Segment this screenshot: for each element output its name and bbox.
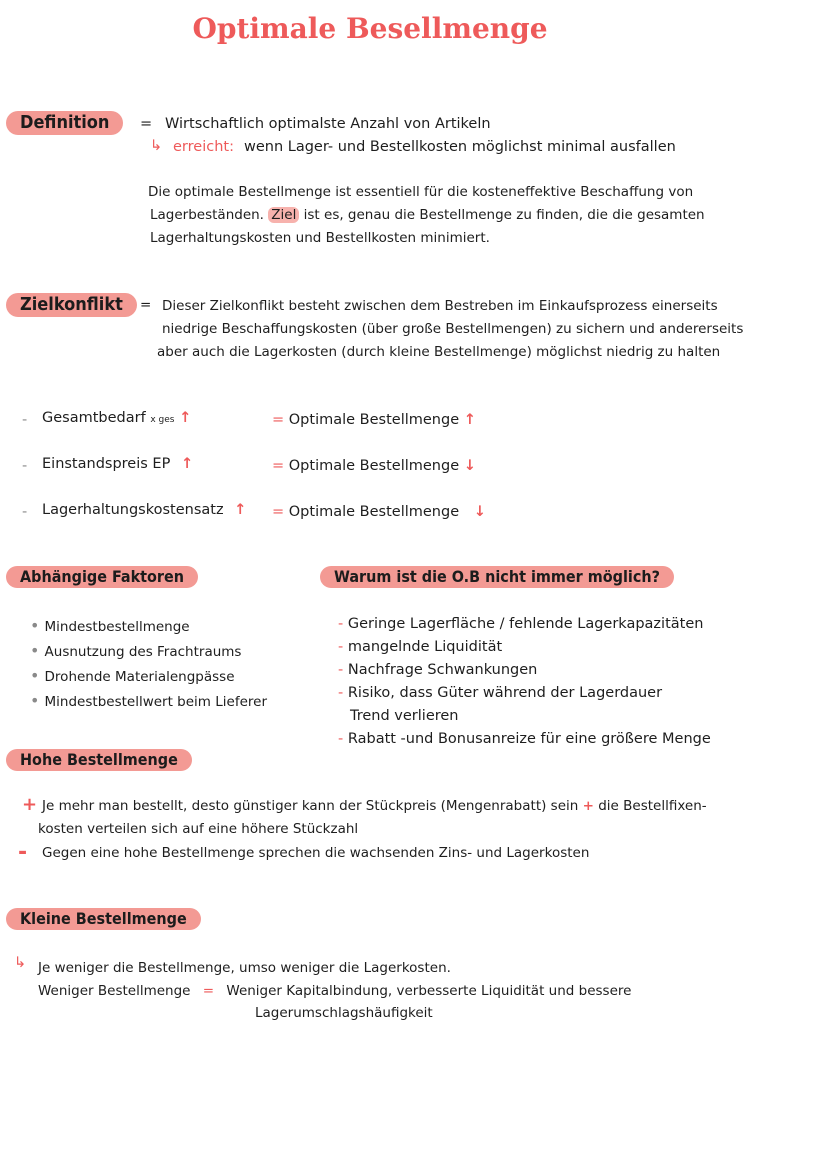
- dash: -: [22, 504, 28, 520]
- paragraph-text: ist es, genau die Bestellmenge zu finden, die die gesamten: [303, 207, 705, 223]
- up-arrow-icon: ↑: [179, 410, 192, 426]
- kleine-eq: =: [202, 983, 215, 999]
- list-item: • Ausnutzung des Frachtraums: [30, 641, 242, 660]
- kleine-line-1: Je weniger die Bestellmenge, umso weniger die Lagerkosten.: [38, 960, 451, 976]
- plus-text: Je mehr man bestellt, desto günstiger kann der Stückpreis (Mengenrabatt) sein: [42, 798, 579, 814]
- plus-icon: +: [582, 798, 594, 814]
- minus-icon: -: [18, 840, 28, 865]
- relation-1-right: [272, 412, 476, 428]
- definition-heading: [6, 111, 123, 135]
- reached-arrow-icon: ↳: [150, 138, 163, 154]
- list-item: • Mindestbestellmenge: [30, 616, 190, 635]
- relation-3-left: [42, 502, 246, 518]
- zielkonflikt-line-2: niedrige Beschaffungskosten (über große Bestellmengen) zu sichern und andererseits: [162, 321, 744, 337]
- relation-left-text: Lagerhaltungskostensatz: [42, 502, 224, 518]
- warum-label: Warum ist die O.B nicht immer möglich?: [320, 566, 674, 588]
- kleine-label: Kleine Bestellmenge: [6, 908, 201, 930]
- list-item: - Nachfrage Schwankungen: [338, 662, 538, 678]
- hohe-label: Hohe Bestellmenge: [6, 749, 192, 771]
- relation-3: [22, 504, 27, 520]
- plus-text: die Bestellfixen-: [598, 798, 707, 814]
- zielkonflikt-line-3: aber auch die Lagerkosten (durch kleine Bestellmenge) möglichst niedrig zu halten: [157, 344, 721, 360]
- kleine-line-2-right: Weniger Kapitalbindung, verbesserte Liquidität und bessere: [226, 983, 632, 999]
- definition-paragraph-line-2: [150, 207, 705, 223]
- relation-left-text: Gesamtbedarf: [42, 410, 146, 426]
- list-item: - Risiko, dass Güter während der Lagerdauer: [338, 685, 663, 701]
- list-item-continuation: Trend verlieren: [350, 708, 459, 724]
- zielkonflikt-line-1: Dieser Zielkonflikt besteht zwischen dem Bestreben im Einkaufsprozess einerseits: [162, 298, 718, 314]
- definition-paragraph-line-1: Die optimale Bestellmenge ist essentiell für die kosteneffektive Beschaffung von: [148, 184, 694, 200]
- kleine-line-2: [38, 983, 631, 999]
- definition-paragraph-line-3: Lagerhaltungskosten und Bestellkosten minimiert.: [150, 230, 490, 246]
- list-item-text: Rabatt -und Bonusanreize für eine größere Menge: [347, 731, 711, 747]
- hohe-minus-line: Gegen eine hohe Bestellmenge sprechen die wachsenden Zins- und Lagerkosten: [42, 845, 590, 861]
- list-item: - Geringe Lagerfläche / fehlende Lagerkapazitäten: [338, 616, 704, 632]
- relation-right-text: Optimale Bestellmenge: [288, 412, 460, 428]
- hohe-heading: [6, 749, 192, 771]
- kleine-line-2-left: Weniger Bestellmenge: [38, 983, 191, 999]
- abhaengige-label: Abhängige Faktoren: [6, 566, 198, 588]
- up-arrow-icon: ↑: [234, 502, 247, 518]
- list-item-text: Mindestbestellwert beim Lieferer: [44, 694, 267, 710]
- dash: -: [22, 412, 28, 428]
- relation-1: [22, 412, 27, 428]
- relation-2-left: [42, 456, 193, 472]
- down-arrow-icon: ↓: [463, 458, 476, 474]
- relation-eq: =: [272, 458, 285, 474]
- zielkonflikt-eq: =: [140, 297, 152, 313]
- relation-subscript: x ges: [150, 415, 175, 425]
- list-item-text: Nachfrage Schwankungen: [347, 662, 538, 678]
- list-item: • Mindestbestellwert beim Lieferer: [30, 691, 267, 710]
- list-item-text: Geringe Lagerfläche / fehlende Lagerkapazitäten: [347, 616, 704, 632]
- zielkonflikt-heading: [6, 293, 137, 317]
- list-item-text: Risiko, dass Güter während der Lagerdauer: [347, 685, 663, 701]
- list-item: • Drohende Materialengpässe: [30, 666, 235, 685]
- definition-eq: =: [140, 116, 153, 132]
- reached-label: erreicht:: [173, 139, 234, 155]
- plus-icon: +: [22, 794, 38, 815]
- list-item: - Rabatt -und Bonusanreize für eine größere Menge: [338, 731, 711, 747]
- relation-2: [22, 458, 27, 474]
- reached-text: wenn Lager- und Bestellkosten möglichst minimal ausfallen: [244, 139, 676, 155]
- list-item-text: mangelnde Liquidität: [347, 639, 503, 655]
- warum-list: [338, 613, 711, 751]
- list-item-text: Mindestbestellmenge: [44, 619, 190, 635]
- list-item: - mangelnde Liquidität: [338, 639, 503, 655]
- dash: -: [22, 458, 28, 474]
- paragraph-text: Lagerbeständen.: [150, 207, 264, 223]
- warum-heading: [320, 566, 674, 588]
- hohe-plus-line-2: kosten verteilen sich auf eine höhere Stückzahl: [38, 821, 359, 837]
- abhaengige-heading: [6, 566, 198, 588]
- ziel-highlight: Ziel: [268, 207, 299, 223]
- up-arrow-icon: ↑: [180, 456, 194, 472]
- definition-text: Wirtschaftlich optimalste Anzahl von Artikeln: [165, 116, 491, 132]
- page-title: Optimale Besellmenge: [192, 12, 548, 45]
- kleine-arrow-icon: ↳: [14, 955, 27, 971]
- hohe-plus-line-1: [42, 798, 707, 814]
- relation-eq: =: [272, 504, 285, 520]
- abhaengige-list: [30, 614, 267, 714]
- up-arrow-icon: ↑: [463, 412, 476, 428]
- list-item-text: Drohende Materialengpässe: [44, 669, 235, 685]
- definition-label: Definition: [6, 111, 123, 135]
- relation-2-right: [272, 458, 476, 474]
- kleine-line-3: Lagerumschlagshäufigkeit: [255, 1005, 433, 1021]
- zielkonflikt-label: Zielkonflikt: [6, 293, 137, 317]
- kleine-heading: [6, 908, 201, 930]
- relation-right-text: Optimale Bestellmenge: [288, 504, 460, 520]
- down-arrow-icon: ↓: [473, 504, 486, 520]
- relation-3-right: [272, 504, 486, 520]
- relation-1-left: [42, 410, 191, 426]
- list-item-text: Ausnutzung des Frachtraums: [44, 644, 242, 660]
- relation-left-text: Einstandspreis EP: [42, 456, 171, 472]
- relation-eq: =: [272, 412, 285, 428]
- relation-right-text: Optimale Bestellmenge: [288, 458, 460, 474]
